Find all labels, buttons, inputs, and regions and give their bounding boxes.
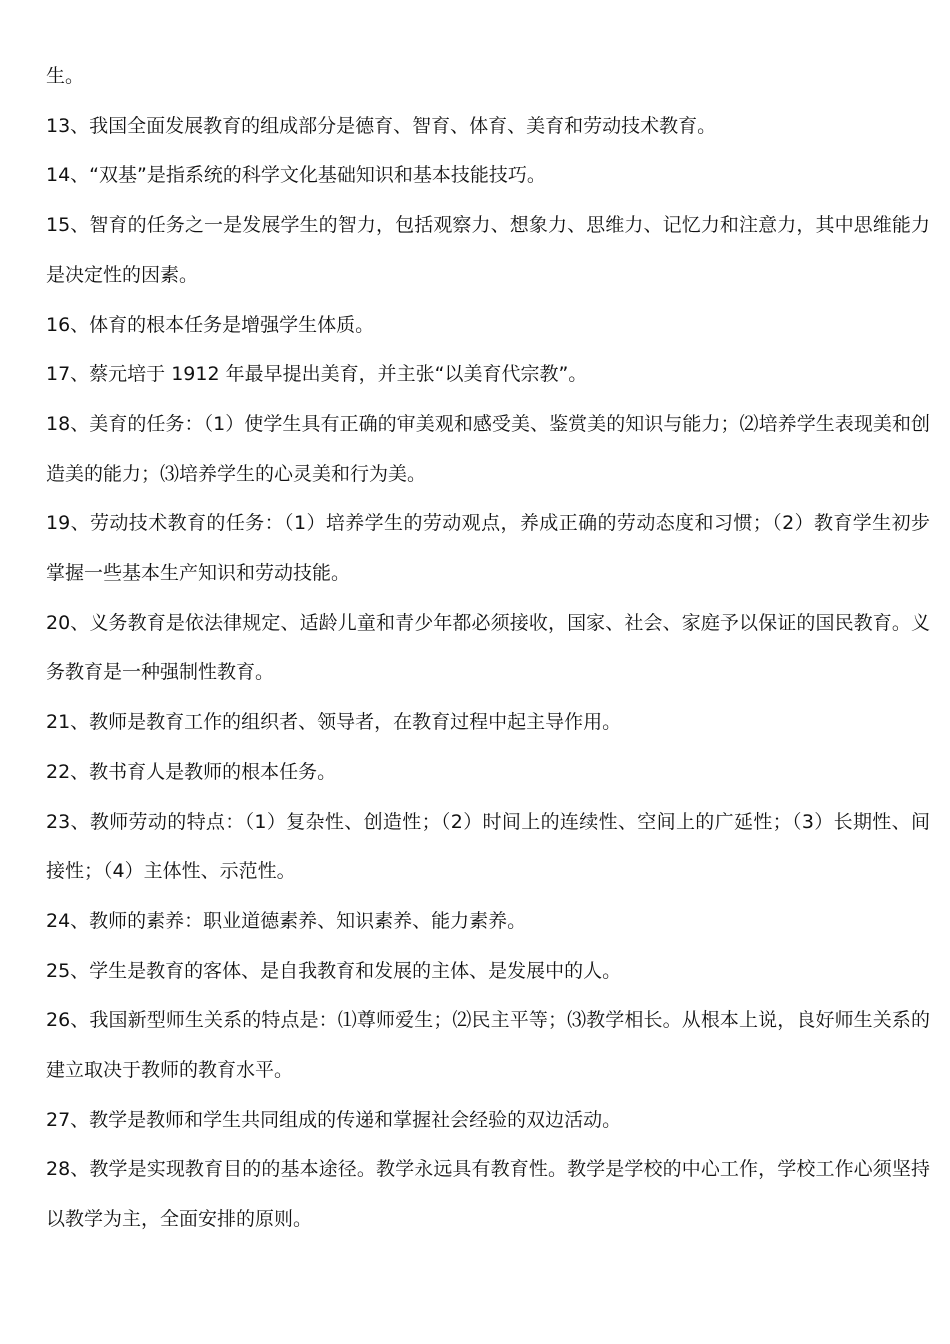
item-23: 23、教师劳动的特点：（1）复杂性、创造性；（2）时间上的连续性、空间上的广延性；（3）长期性、间接性；（4）主体性、示范性。 — [46, 810, 930, 883]
item-28: 28、教学是实现教育目的的基本途径。教学永远具有教育性。教学是学校的中心工作，学校工作心须坚持以教学为主，全面安排的原则。 — [46, 1158, 930, 1231]
item-19: 19、劳动技术教育的任务：（1）培养学生的劳动观点，养成正确的劳动态度和习惯；（2）教育学生初步掌握一些基本生产知识和劳动技能。 — [46, 512, 930, 585]
document-body — [46, 52, 930, 1245]
item-15: 15、智育的任务之一是发展学生的智力，包括观察力、想象力、思维力、记忆力和注意力，其中思维能力是决定性的因素。 — [46, 214, 930, 286]
item-21: 21、教师是教育工作的组织者、领导者，在教育过程中起主导作用。 — [46, 711, 622, 734]
item-18: 18、美育的任务：（1）使学生具有正确的审美观和感受美、鉴赏美的知识与能力；⑵培养学生表现美和创造美的能力；⑶培养学生的心灵美和行为美。 — [46, 412, 930, 485]
item-27: 27、教学是教师和学生共同组成的传递和掌握社会经验的双边活动。 — [46, 1108, 622, 1131]
item-13: 13、我国全面发展教育的组成部分是德育、智育、体育、美育和劳动技术教育。 — [46, 114, 717, 137]
item-17: 17、蔡元培于 1912 年最早提出美育，并主张“以美育代宗教”。 — [46, 363, 588, 386]
item-26: 26、我国新型师生关系的特点是：⑴尊师爱生；⑵民主平等；⑶教学相长。从根本上说，良好师生关系的建立取决于教师的教育水平。 — [46, 1009, 930, 1082]
item-20: 20、义务教育是依法律规定、适龄儿童和青少年都必须接收，国家、社会、家庭予以保证的国民教育。义务教育是一种强制性教育。 — [46, 611, 930, 684]
item-14: 14、“双基”是指系统的科学文化基础知识和基本技能技巧。 — [46, 164, 546, 187]
item-24: 24、教师的素养：职业道德素养、知识素养、能力素养。 — [46, 909, 527, 932]
item-22: 22、教书育人是教师的根本任务。 — [46, 760, 337, 783]
paragraph-continuation: 生。 — [46, 65, 85, 87]
item-16: 16、体育的根本任务是增强学生体质。 — [46, 313, 375, 336]
item-25: 25、学生是教育的客体、是自我教育和发展的主体、是发展中的人。 — [46, 959, 622, 982]
